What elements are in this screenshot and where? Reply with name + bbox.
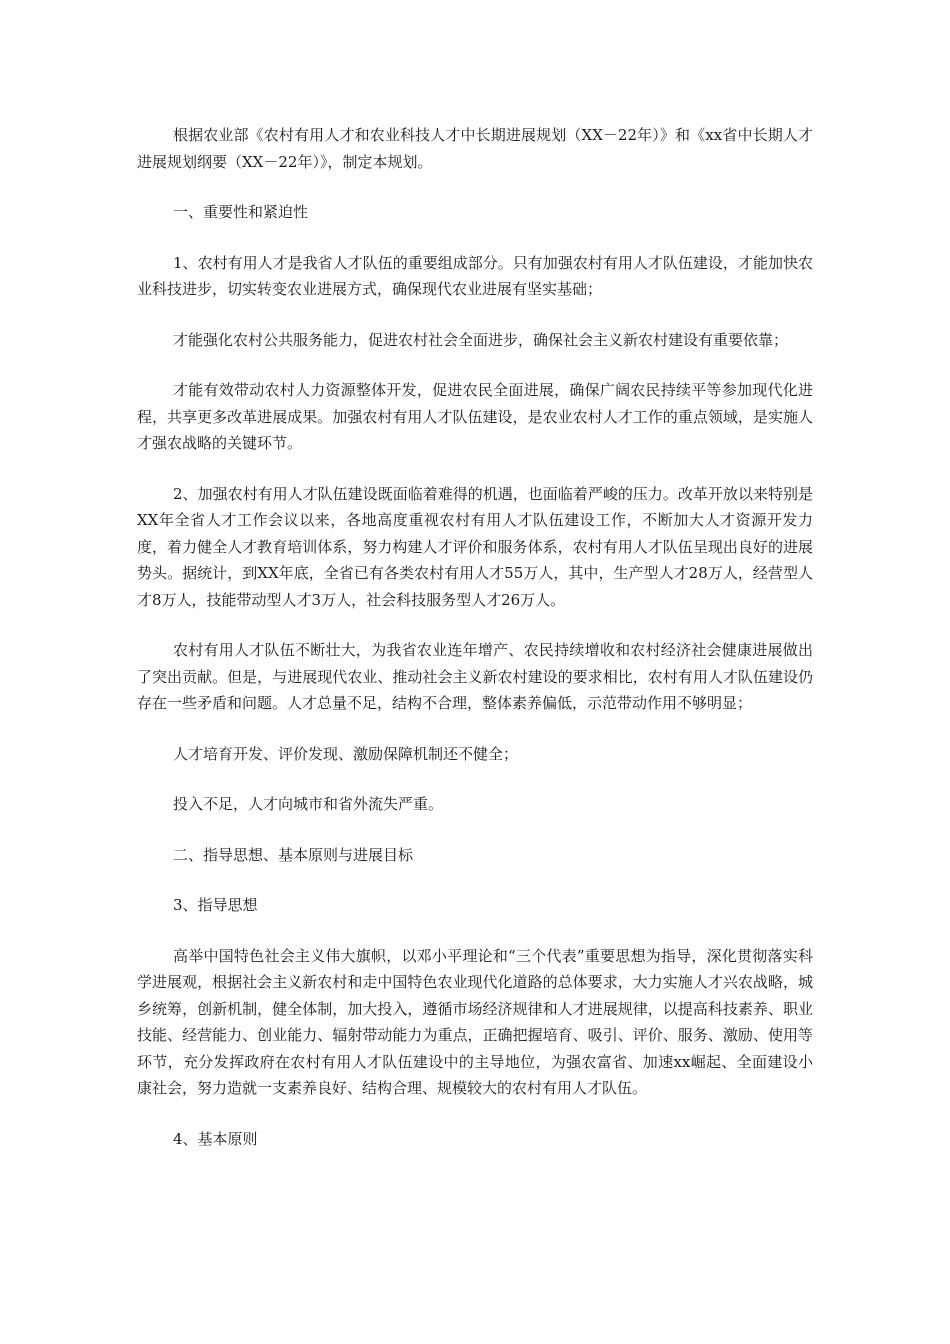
subheading-basic-principles: 4、基本原则 [173, 1129, 258, 1148]
paragraph-investment: 投入不足，人才向城市和省外流失严重。 [173, 795, 444, 813]
section-heading-importance: 一、重要性和紧迫性 [173, 203, 309, 221]
subheading-guiding-thought: 3、指导思想 [173, 896, 258, 914]
paragraph-public-service: 才能强化农村公共服务能力，促进农村社会全面进步，确保社会主义新农村建设有重要依靠； [173, 330, 789, 349]
document-body [137, 122, 813, 1176]
paragraph-problems: 农村有用人才队伍不断壮大，为我省农业连年增产、农民持续增收和农村经济社会健康进展做出了突出贡献。但是，与进展现代农业、推动社会主义新农村建设的要求相比，农村有用人才队伍建设仍存在一些矛盾和问题。人才总量不足，结构不合理，整体素养偏低，示范带动作用不够明显； [137, 641, 813, 712]
intro-paragraph: 根据农业部《农村有用人才和农业科技人才中长期进展规划（XX－22年）》和《xx省中长期人才进展规划纲要（XX－22年）》，制定本规划。 [137, 126, 813, 171]
paragraph-item-1: 1、农村有用人才是我省人才队伍的重要组成部分。只有加强农村有用人才队伍建设，才能加快农业科技进步，切实转变农业进展方式，确保现代农业进展有坚实基础； [137, 253, 813, 298]
paragraph-human-resources: 才能有效带动农村人力资源整体开发，促进农民全面进展，确保广阔农民持续平等参加现代化进程，共享更多改革进展成果。加强农村有用人才队伍建设，是农业农村人才工作的重点领域，是实施人才强农战略的关键环节。 [137, 381, 813, 452]
paragraph-guiding-thought: 高举中国特色社会主义伟大旗帜，以邓小平理论和“三个代表”重要思想为指导，深化贯彻落实科学进展观，根据社会主义新农村和走中国特色农业现代化道路的总体要求，大力实施人才兴农战略，城乡统筹，创新机制，健全体制，加大投入，遵循市场经济规律和人才进展规律，以提高科技素养、职业技能、经营能力、创业能力、辐射带动能力为重点，正确把握培育、吸引、评价、服务、激励、使用等环节，充分发挥政府在农村有用人才队伍建设中的主导地位，为强农富省、加速xx崛起、全面建设小康社会，努力造就一支素养良好、结构合理、规模较大的农村有用人才队伍。 [137, 946, 813, 1097]
paragraph-item-2: 2、加强农村有用人才队伍建设既面临着难得的机遇，也面临着严峻的压力。改革开放以来特别是XX年全省人才工作会议以来，各地高度重视农村有用人才队伍建设工作，不断加大人才资源开发力度，着力健全人才教育培训体系，努力构建人才评价和服务体系，农村有用人才队伍呈现出良好的进展势头。据统计，到XX年底，全省已有各类农村有用人才55万人，其中，生产型人才28万人，经营型人才8万人，技能带动型人才3万人，社会科技服务型人才26万人。 [137, 484, 813, 609]
paragraph-mechanism: 人才培育开发、评价发现、激励保障机制还不健全； [173, 744, 519, 763]
section-heading-guidance: 二、指导思想、基本原则与进展目标 [173, 845, 414, 864]
